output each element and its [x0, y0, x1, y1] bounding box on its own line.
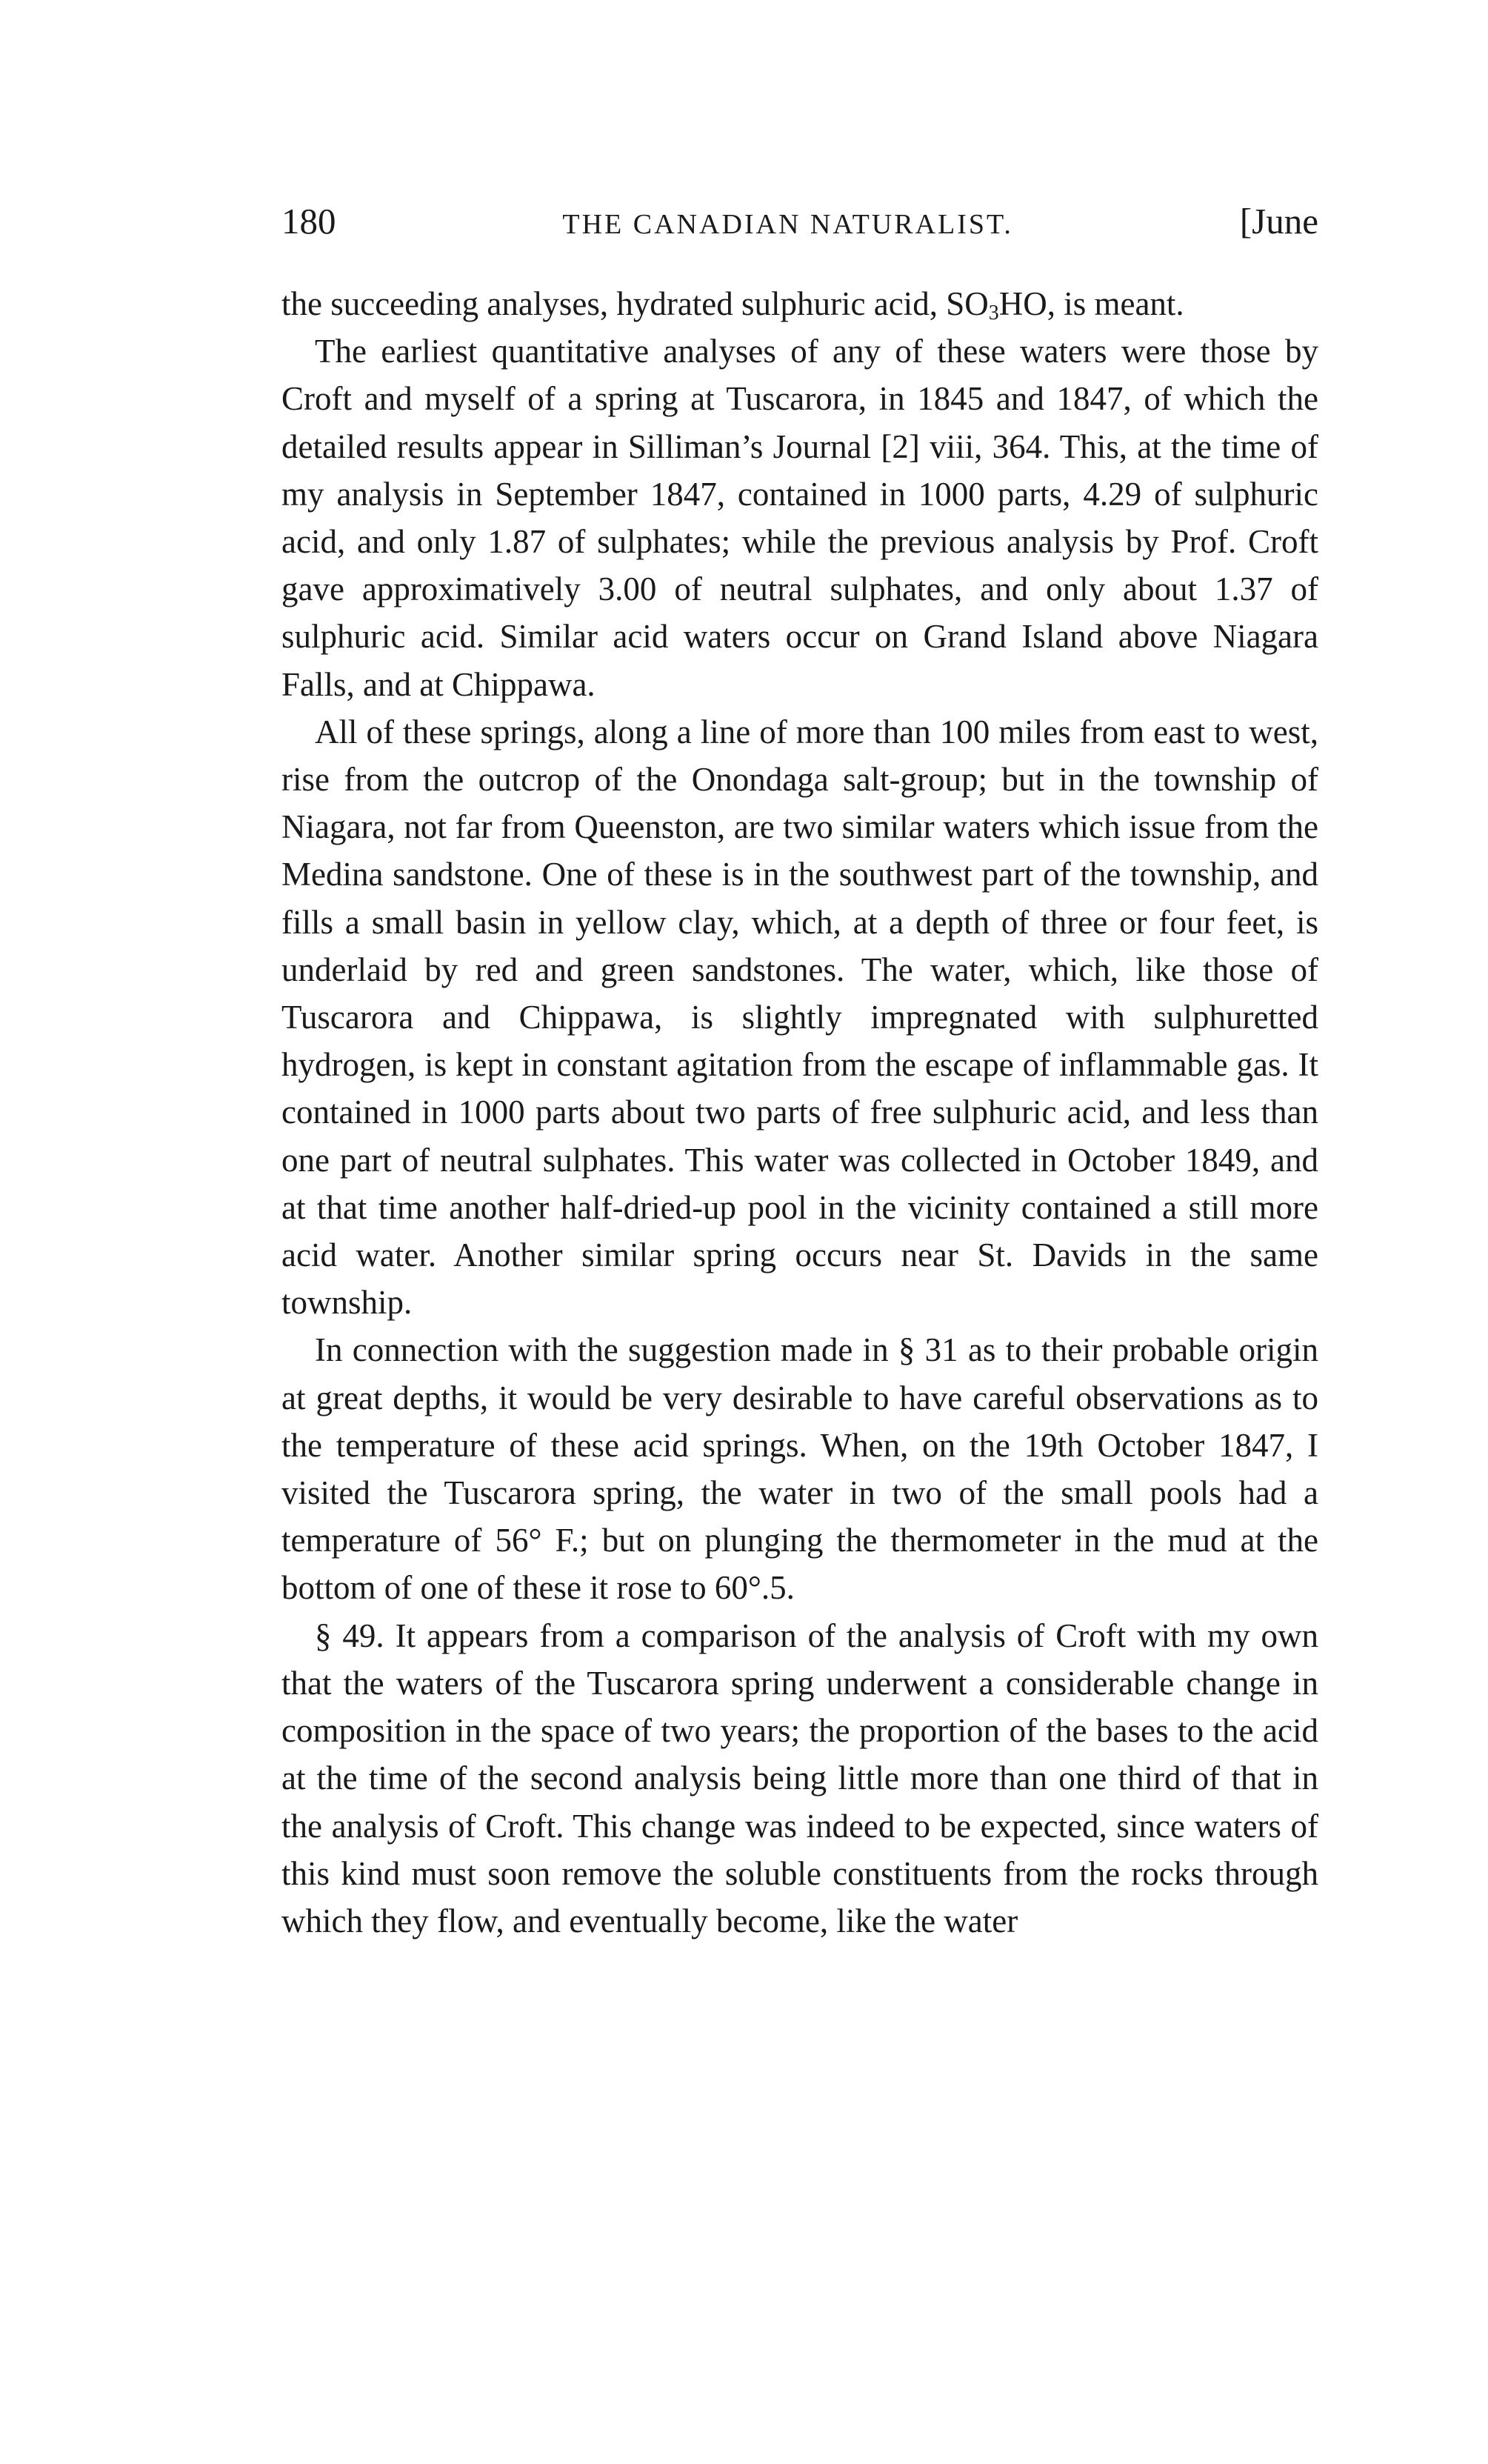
paragraph-temperature: In connection with the suggestion made in § 31 as to their probable origin at great depths, it would be very desirable to have careful observations as to the temperature of these acid springs. When, on the 19th October 1847, I visited the Tuscarora spring, the water in two of the small pools had a temperature of 56° F.; but on plunging the thermometer in the mud at the bottom of one of these it rose to 60°.5. — [281, 1331, 1318, 1607]
issue-month: [June — [1239, 201, 1318, 242]
formula-subscript: 3 — [988, 302, 999, 324]
paragraph-section-49: § 49. It appears from a comparison of the analysis of Croft with my own that the waters of the Tuscarora spring underwent a considerable change in composition in the space of two years; the proportion of the bases to the acid at the time of the second analysis being little more than one third of that in the analysis of Croft. This change was indeed to be expected, since waters of this kind must soon remove the soluble constituents from the rocks through which they flow, and eventually become, like the water — [281, 1616, 1318, 1939]
formula-text-before: the succeeding analyses, hydrated sulphuric acid, SO — [281, 285, 989, 322]
paragraph-springs-location: All of these springs, along a line of more than 100 miles from east to west, rise from the outcrop of the Onondaga salt-group; but in the township of Niagara, not far from Queenston, are two similar waters which issue from the Medina sandstone. One of these is in the southwest part of the township, and fills a small basin in yellow clay, which, at a depth of three or four feet, is underlaid by red and green sandstones. The water, which, like those of Tuscarora and Chippawa, is slightly impregnated with sulphuretted hydrogen, is kept in constant agitation from the escape of inflammable gas. It contained in 1000 parts about two parts of free sulphuric acid, and less than one part of neutral sulphates. This water was collected in October 1849, and at that time another half-dried-up pool in the vicinity contained a still more acid water. Another similar spring occurs near St. Davids in the same township. — [281, 713, 1318, 1322]
running-head — [281, 200, 1318, 259]
formula-text-after: HO, is meant. — [998, 285, 1184, 322]
page-number: 180 — [281, 201, 336, 242]
journal-title: THE CANADIAN NATURALIST. — [562, 209, 1013, 240]
book-page — [281, 200, 1318, 1945]
body-text — [281, 280, 1318, 1945]
paragraph-continuation — [281, 280, 1318, 327]
paragraph-earliest-analyses: The earliest quantitative analyses of any of these waters were those by Croft and myself of a spring at Tuscarora, in 1845 and 1847, of which the detailed results appear in Silliman’s Journal [2] viii, 364. This, at the time of my analysis in September 1847, contained in 1000 parts, 4.29 of sulphuric acid, and only 1.87 of sulphates; while the previous analysis by Prof. Croft gave approximatively 3.00 of neutral sulphates, and only about 1.37 of sulphuric acid. Similar acid waters occur on Grand Island above Niagara Falls, and at Chippawa. — [281, 333, 1318, 703]
